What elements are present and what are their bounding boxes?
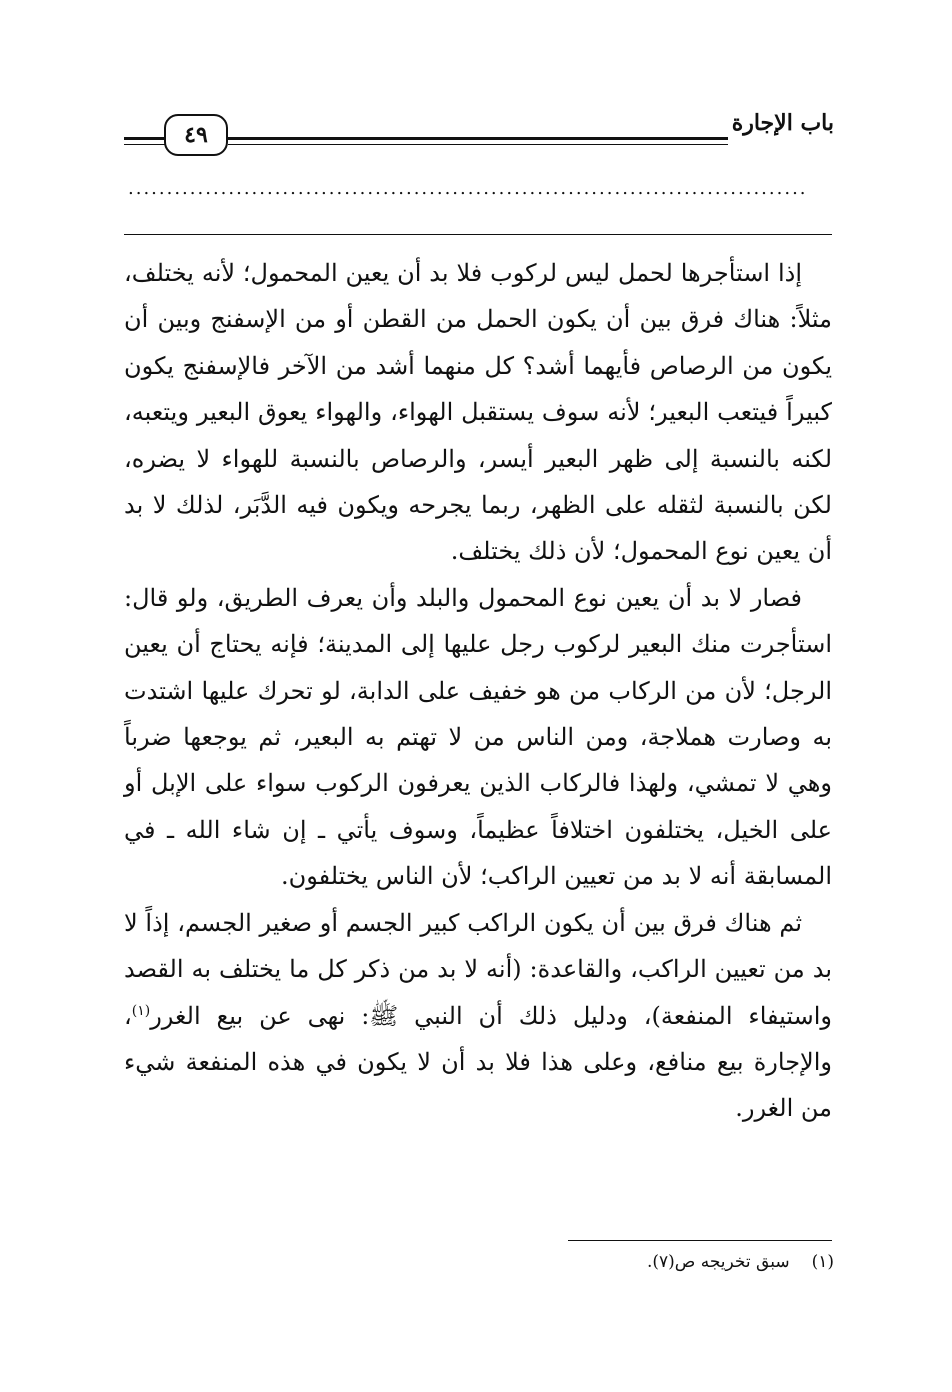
- paragraph-3-text-start: ثم هناك فرق بين أن يكون الراكب كبير الجسم أو صغير الجسم، إذاً لا بد من تعيين الراكب، والقاعدة: (أنه لا بد من ذكر كل ما يختلف به القصد واستيفاء المنفعة)، ودليل ذلك أن النبي ﷺ: نهى عن بيع الغرر: [124, 908, 832, 1030]
- header-rule: [124, 144, 166, 145]
- footnote-text: سبق تخريجه ص(٧).: [646, 1252, 790, 1272]
- paragraph-3: [124, 900, 832, 1132]
- separator-rule: [124, 234, 832, 235]
- body-text: [124, 250, 832, 1132]
- footnote: [647, 1252, 834, 1272]
- footnote-number: (١): [811, 1252, 834, 1272]
- header-rule: [124, 137, 166, 140]
- paragraph-3-text-end: ، والإجارة بيع منافع، وعلى هذا فلا بد أن لا يكون في هذه المنفعة شيء من الغرر.: [124, 1001, 832, 1123]
- chapter-title: باب الإجارة: [731, 110, 834, 136]
- footnote-rule: [568, 1240, 832, 1241]
- header-rule: [228, 137, 728, 140]
- paragraph-2: فصار لا بد أن يعين نوع المحمول والبلد وأن يعرف الطريق، ولو قال: استأجرت منك البعير لركوب رجل عليها إلى المدينة؛ فإنه يحتاج أن يعين الرجل؛ لأن من الركاب من هو خفيف على الدابة، لو تحرك عليها اشتدت به وصارت هملاجة، ومن الناس من لا تهتم به البعير، ثم يوجعها ضرباً وهي لا تمشي، ولهذا فالركاب الذين يعرفون الركوب سواء على الإبل أو على الخيل، يختلفون اختلافاً عظيماً، وسوف يأتي ـ إن شاء الله ـ في المسابقة أنه لا بد من تعيين الراكب؛ لأن الناس يختلفون.: [124, 583, 832, 891]
- footnote-marker: (١): [131, 1002, 151, 1019]
- header-rule: [228, 144, 728, 145]
- paragraph-1: إذا استأجرها لحمل ليس لركوب فلا بد أن يعين المحمول؛ لأنه يختلف، مثلاً: هناك فرق بين أن يكون الحمل من القطن أو من الإسفنج وبين أن يكون من الرصاص فأيهما أشد؟ كل منهما أشد من الآخر فالإسفنج يكون كبيراً فيتعب البعير؛ لأنه سوف يستقبل الهواء، والهواء يعوق البعير ويتعبه، لكنه بالنسبة إلى ظهر البعير أيسر، والرصاص بالنسبة للهواء لا يضره، لكن بالنسبة لثقله على الظهر، ربما يجرحه ويكون فيه الدَّبَر، لذلك لا بد أن يعين نوع المحمول؛ لأن ذلك يختلف.: [124, 259, 833, 566]
- dotted-separator: ........................................................................................: [128, 178, 808, 199]
- page-number: ٤٩: [164, 114, 228, 156]
